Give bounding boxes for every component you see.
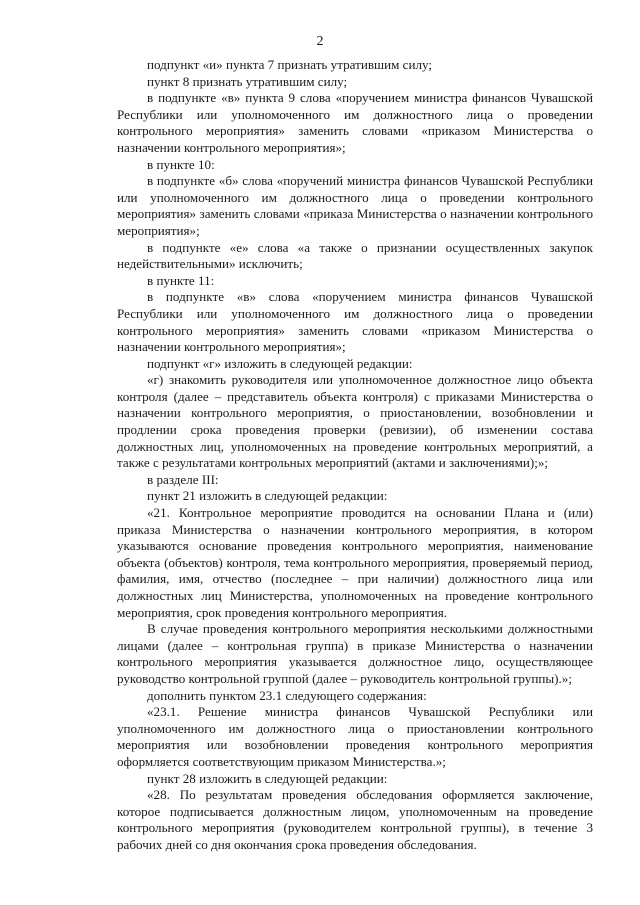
paragraph-7: в пункте 11:: [147, 272, 215, 288]
paragraph-8: в подпункте «в» слова «поручением министра финансов Чувашской Республики или уполномоченного им должностного лица о проведении контрольного мероприятия» заменить словами «приказом Министерства о назначении контрольного мероприятия»;: [117, 289, 593, 355]
paragraph-3: в подпункте «в» пункта 9 слова «поручением министра финансов Чувашской Республики или уполномоченного им должностного лица о проведении контрольного мероприятия» заменить словами «приказом Министерства о назначении контрольного мероприятия»;: [117, 90, 593, 155]
paragraph-17: пункт 28 изложить в следующей редакции:: [147, 770, 388, 786]
page-number: 2: [316, 34, 324, 49]
paragraph-11: в разделе III:: [147, 471, 219, 487]
paragraph-13: «21. Контрольное мероприятие проводится на основании Плана и (или) приказа Министерства о назначении контрольного мероприятия, в котором указываются основание проведения контрольного мероприятия, наименование объекта (объектов) контроля, тема контрольного мероприятия, проверяемый период, фамилия, имя, отчество (последнее – при наличии) должностного лица или должностных лиц Министерства, уполномоченных на проведение контрольного мероприятия, срок проведения контрольного мероприятия.: [117, 505, 593, 620]
paragraph-18: «28. По результатам проведения обследования оформляется заключение, которое подписывается должностным лицом, уполномоченным на проведение контрольного мероприятия (руководителем контрольной группы), в течение 3 рабочих дней со дня окончания срока проведения обследования.: [117, 787, 593, 852]
paragraph-6: в подпункте «е» слова «а также о признании осуществленных закупок недействительными» исключить;: [117, 239, 593, 272]
paragraph-1: подпункт «и» пункта 7 признать утратившим силу;: [147, 57, 433, 72]
paragraph-16: «23.1. Решение министра финансов Чувашской Республики или уполномоченного им должностного лица о приостановлении контрольного мероприятия или возобновлении проведения контрольного мероприятия оформляется соответствующим приказом Министерства.»;: [117, 704, 593, 769]
paragraph-2: пункт 8 признать утратившим силу;: [147, 73, 348, 89]
paragraph-15: дополнить пунктом 23.1 следующего содержания:: [147, 687, 427, 703]
paragraph-9: подпункт «г» изложить в следующей редакции:: [147, 355, 413, 371]
paragraph-10: «г) знакомить руководителя или уполномоченное должностное лицо объекта контроля (далее – представитель объекта контроля) с приказами Министерства о назначении контрольного мероприятия, о приостановлении, возобновлении и продлении срока проведения проверки (ревизии), об изменении состава должностных лиц, уполномоченных на проведение контрольных мероприятий, а также с результатами контрольных мероприятий (актами и заключениями);»;: [117, 372, 593, 471]
paragraph-14: В случае проведения контрольного мероприятия несколькими должностными лицами (далее – контрольная группа) в приказе Министерства о назначении контрольного мероприятия указывается должностное лицо, осуществляющее руководство контрольной группой (далее – руководитель контрольной группы).»;: [117, 621, 593, 686]
document-body: [117, 57, 593, 854]
paragraph-12: пункт 21 изложить в следующей редакции:: [147, 488, 388, 504]
paragraph-5: в подпункте «б» слова «поручений министра финансов Чувашской Республики или уполномоченного им должностного лица о проведении контрольного мероприятия» заменить словами «приказа Министерства о назначении контрольного мероприятия»;: [117, 173, 593, 238]
paragraph-4: в пункте 10:: [147, 156, 215, 172]
